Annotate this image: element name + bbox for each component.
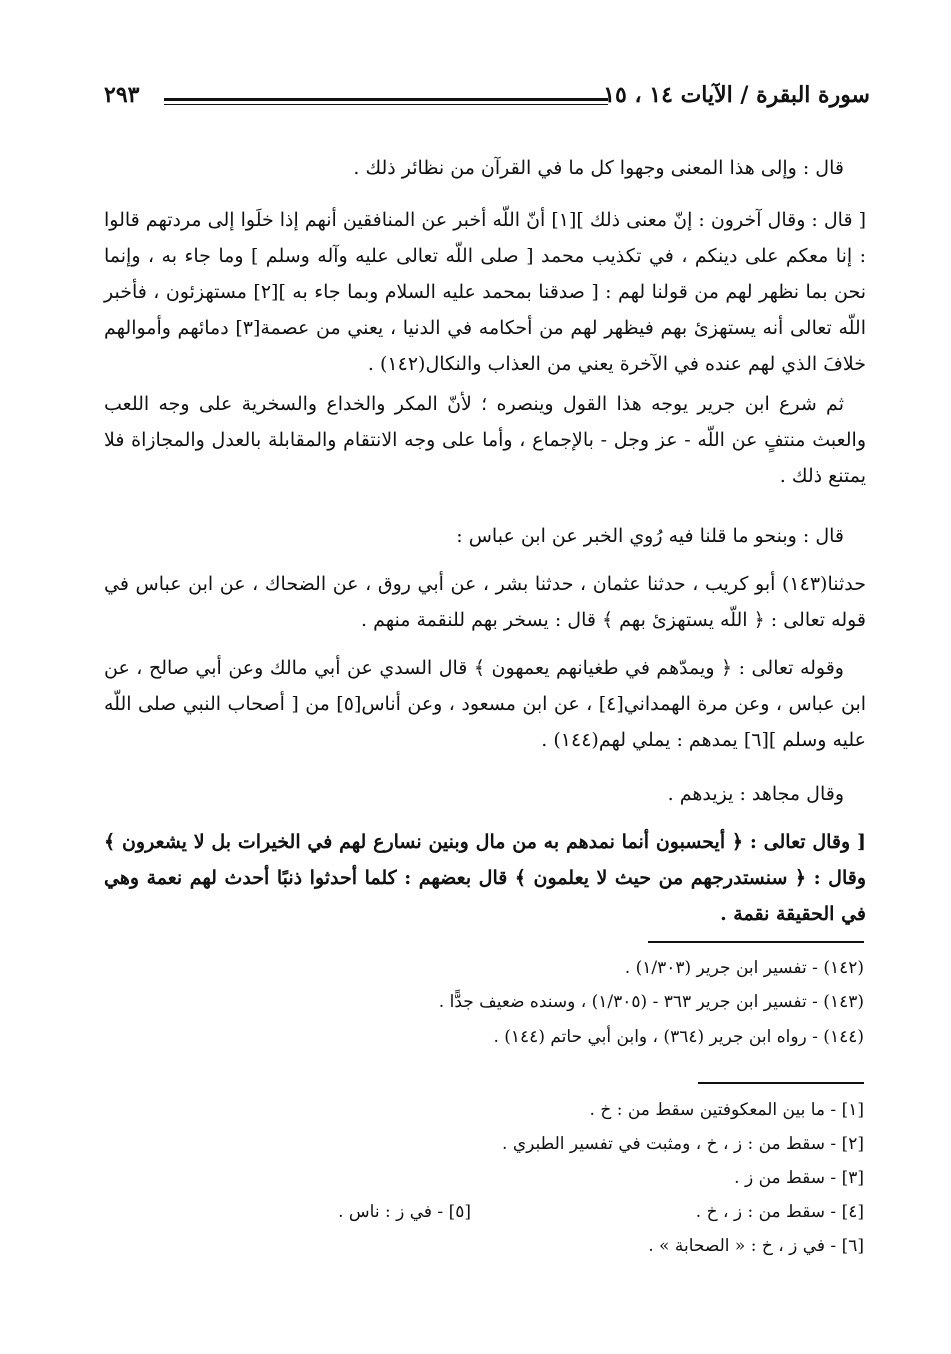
paragraph: وقال مجاهد : يزيدهم . <box>667 783 844 805</box>
variant-note: [٥] - في ز : ناس . <box>338 1202 471 1222</box>
running-title: سورة البقرة / الآيات ١٤ ، ١٥ <box>603 82 870 108</box>
paragraph: ثم شرع ابن جرير يوجه هذا القول وينصره ؛ لأنّ المكر والخداع والسخرية على وجه اللعب والعبث منتفٍ عن اللّه - عز وجل - بالإجماع ، وأما على وجه الانتقام والمقابلة بالعدل والمجازاة فلا يمتنع ذلك . <box>104 393 866 487</box>
variant-note: [٤] - سقط من : ز ، خ . <box>695 1202 864 1222</box>
paragraph: قال : وبنحو ما قلنا فيه رُوي الخبر عن ابن عباس : <box>456 525 844 547</box>
header-rule <box>164 98 608 101</box>
page-header <box>104 82 870 116</box>
variants-separator <box>698 1082 864 1084</box>
main-text <box>104 150 866 940</box>
page-number: ٢٩٣ <box>104 82 140 108</box>
variant-note: [١] - ما بين المعكوفتين سقط من : خ . <box>589 1100 864 1120</box>
footnote: (١٤٣) - تفسير ابن جرير ٣٦٣ - (١/٣٠٥) ، وسنده ضعيف جدًّا . <box>438 992 864 1012</box>
paragraph: وقوله تعالى : ﴿ ويمدّهم في طغيانهم يعمهون ﴾ قال السدي عن أبي مالك وعن أبي صالح ، عن ابن عباس ، وعن مرة الهمداني[٤] ، عن ابن مسعود ، وعن أناس[٥] من [ أصحاب النبي صلى اللّه عليه وسلم ][٦] يمدهم : يملي لهم(١٤٤) . <box>104 657 867 751</box>
footnote-separator <box>648 941 864 943</box>
variant-note: [٢] - سقط من : ز ، خ ، ومثبت في تفسير الطبري . <box>502 1134 864 1154</box>
paragraph: [ قال : وقال آخرون : إنّ معنى ذلك ][١] أنّ اللّه أخبر عن المنافقين أنهم إذا خلَوا إلى مردتهم قالوا : إنا معكم على دينكم ، في تكذيب محمد [ صلى اللّه تعالى عليه وآله وسلم ] وما جاء به ، وإنما نحن بما نظهر لهم من قولنا لهم : [ صدقنا بمحمد عليه السلام وبما جاء به ][٢] مستهزئون ، فأخبر اللّه تعالى أنه يستهزئ بهم فيظهر لهم من أحكامه في الدنيا ، يعني من عصمة[٣] دمائهم وأموالهم خلافَ الذي لهم عنده في الآخرة يعني من العذاب والنكال(١٤٢) . <box>104 209 867 375</box>
footnote: (١٤٢) - تفسير ابن جرير (١/٣٠٣) . <box>624 958 864 978</box>
paragraph: حدثنا(١٤٣) أبو كريب ، حدثنا عثمان ، حدثنا بشر ، عن أبي روق ، عن الضحاك ، عن ابن عباس في قوله تعالى : ﴿ اللّه يستهزئ بهم ﴾ قال : يسخر بهم للنقمة منهم . <box>104 573 866 631</box>
footnote: (١٤٤) - رواه ابن جرير (٣٦٤) ، وابن أبي حاتم (١٤٤) . <box>493 1027 864 1047</box>
paragraph: [ وقال تعالى : ﴿ أيحسبون أنما نمدهم به من مال وبنين نسارع لهم في الخيرات بل لا يشعرون ﴾ وقال : ﴿ سنستدرجهم من حيث لا يعلمون ﴾ قال بعضهم : كلما أحدثوا ذنبًا أحدث لهم نعمة وهي في الحقيقة نقمة . <box>104 831 866 925</box>
variant-note: [٦] - في ز ، خ : « الصحابة » . <box>648 1236 864 1256</box>
header-rule-thin <box>164 104 608 105</box>
variant-note: [٣] - سقط من ز . <box>734 1168 864 1188</box>
paragraph: قال : وإلى هذا المعنى وجهوا كل ما في القرآن من نظائر ذلك . <box>353 157 844 179</box>
